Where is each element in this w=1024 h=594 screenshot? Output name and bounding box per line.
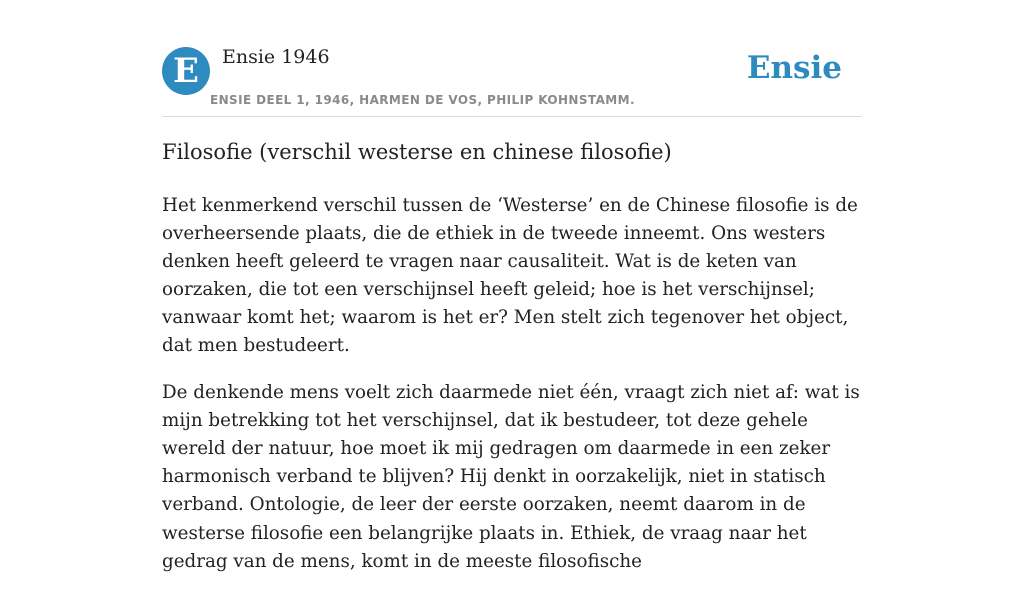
book-title-link[interactable]: Ensie 1946 [222, 46, 330, 68]
entry-paragraph-2: De denkende mens voelt zich daarmede niet één, vraagt zich niet af: wat is mijn betrekking tot het verschijnsel, dat ik bestudeer, tot deze gehele wereld der natuur, hoe moet ik mij gedragen om daarmede in een zeker harmonisch verband te blijven? Hij denkt in oorzakelijk, niet in statisch verband. Ontologie, de leer der eerste oorzaken, neemt daarom in de westerse filosofie een belangrijke plaats in. Ethiek, de vraag naar het gedrag van de mens, komt in de meeste filosofische [162, 382, 860, 572]
header [162, 44, 862, 117]
ensie-logo-icon[interactable]: E [162, 47, 210, 95]
entry-body [162, 192, 864, 594]
brand-wordmark-link[interactable]: Ensie [746, 50, 842, 86]
entry-title: Filosofie (verschil westerse en chinese filosofie) [162, 140, 672, 164]
book-meta: ENSIE DEEL 1, 1946, HARMEN DE VOS, PHILIP KOHNSTAMM. [210, 93, 635, 107]
entry-paragraph-1: Het kenmerkend verschil tussen de ‘Westerse’ en de Chinese filosofie is de overheersende plaats, die de ethiek in de tweede inneemt. Ons westers denken heeft geleerd te vragen naar causaliteit. Wat is de keten van oorzaken, die tot een verschijnsel heeft geleid; hoe is het verschijnsel; vanwaar komt het; waarom is het er? Men stelt zich tegenover het object, dat men bestudeert. [162, 195, 858, 357]
